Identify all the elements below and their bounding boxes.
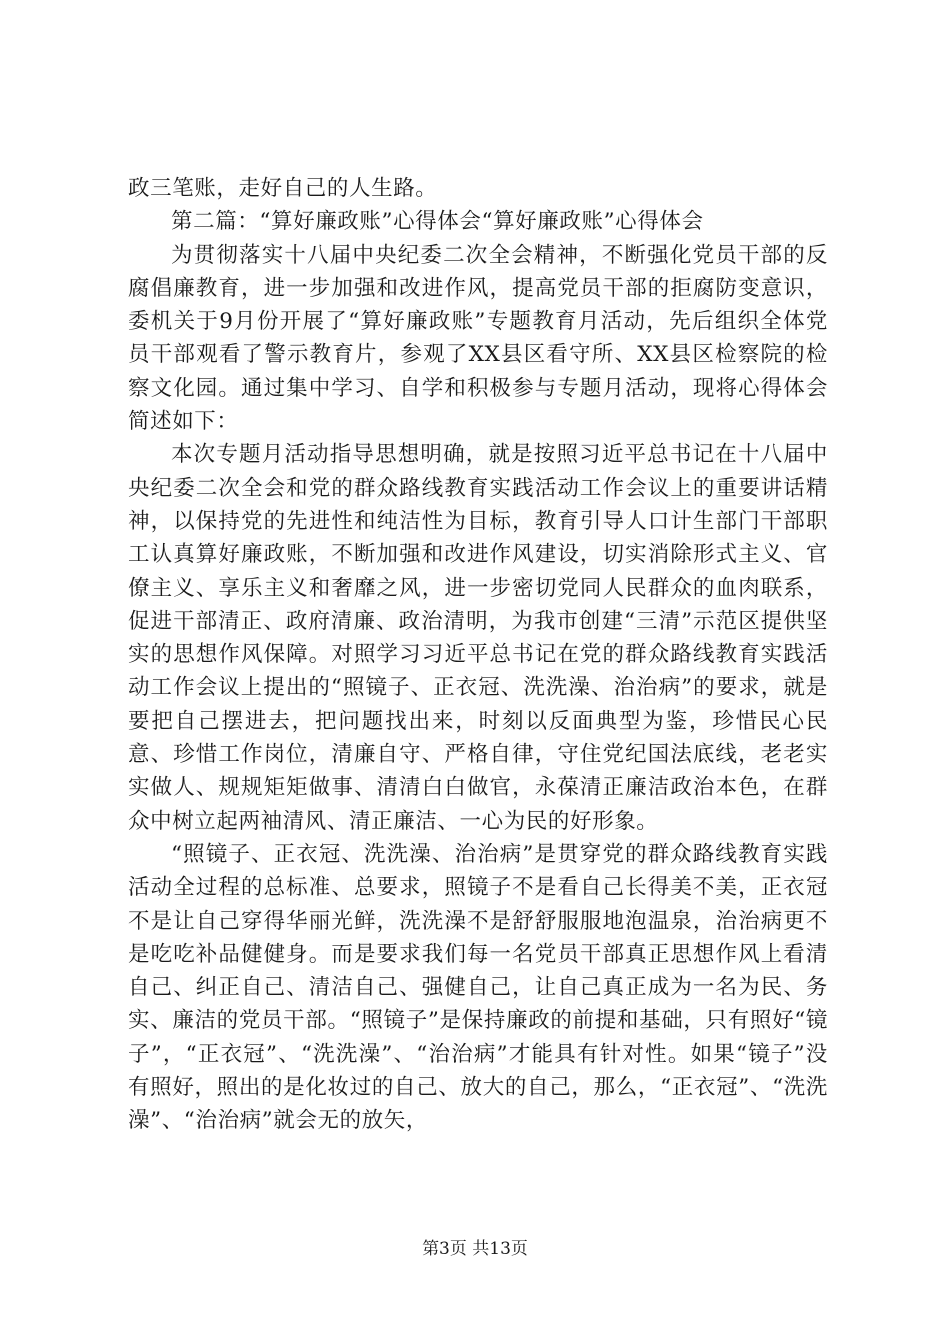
page-number-footer: 第3页 共13页 xyxy=(422,1239,528,1259)
paragraph-3: 为贯彻落实十八届中央纪委二次全会精神，不断强化党员干部的反腐倡廉教育，进一步加强和改进作风，提高党员干部的拒腐防变意识，委机关于9月份开展了“算好廉政账”专题教育月活动，先后组织全体党员干部观看了警示教育片，参观了XX县区看守所、XX县区检察院的检察文化园。通过集中学习、自学和积极参与专题月活动，现将心得体会简述如下： xyxy=(128,242,828,435)
paragraph-5: “照镜子、正衣冠、洗洗澡、治治病”是贯穿党的群众路线教育实践活动全过程的总标准、总要求，照镜子不是看自己长得美不美，正衣冠不是让自己穿得华丽光鲜，洗洗澡不是舒舒服服地泡温泉，治治病更不是吃吃补品健健身。而是要求我们每一名党员干部真正思想作风上看清自己、纠正自己、清洁自己、强健自己，让自己真正成为一名为民、务实、廉洁的党员干部。“照镜子”是保持廉政的前提和基础，只有照好“镜子”，“正衣冠”、“洗洗澡”、“治治病”才能具有针对性。如果“镜子”没有照好，照出的是化妆过的自己、放大的自己，那么，“正衣冠”、“洗洗澡”、“治治病”就会无的放矢， xyxy=(128,841,828,1134)
paragraph-1: 政三笔账，走好自己的人生路。 xyxy=(128,176,438,201)
paragraph-4: 本次专题月活动指导思想明确，就是按照习近平总书记在十八届中央纪委二次全会和党的群众路线教育实践活动工作会议上的重要讲话精神，以保持党的先进性和纯洁性为目标，教育引导人口计生部门干部职工认真算好廉政账，不断加强和改进作风建设，切实消除形式主义、官僚主义、享乐主义和奢靡之风，进一步密切党同人民群众的血肉联系，促进干部清正、政府清廉、政治清明，为我市创建“三清”示范区提供坚实的思想作风保障。对照学习习近平总书记在党的群众路线教育实践活动工作会议上提出的“照镜子、正衣冠、洗洗澡、治治病”的要求，就是要把自己摆进去，把问题找出来，时刻以反面典型为鉴，珍惜民心民意、珍惜工作岗位，清廉自守、严格自律，守住党纪国法底线，老老实实做人、规规矩矩做事、清清白白做官，永葆清正廉洁政治本色，在群众中树立起两袖清风、清正廉洁、一心为民的好形象。 xyxy=(128,442,828,834)
paragraph-2-heading: 第二篇：“算好廉政账”心得体会“算好廉政账”心得体会 xyxy=(171,209,704,235)
document-body xyxy=(128,172,828,1138)
